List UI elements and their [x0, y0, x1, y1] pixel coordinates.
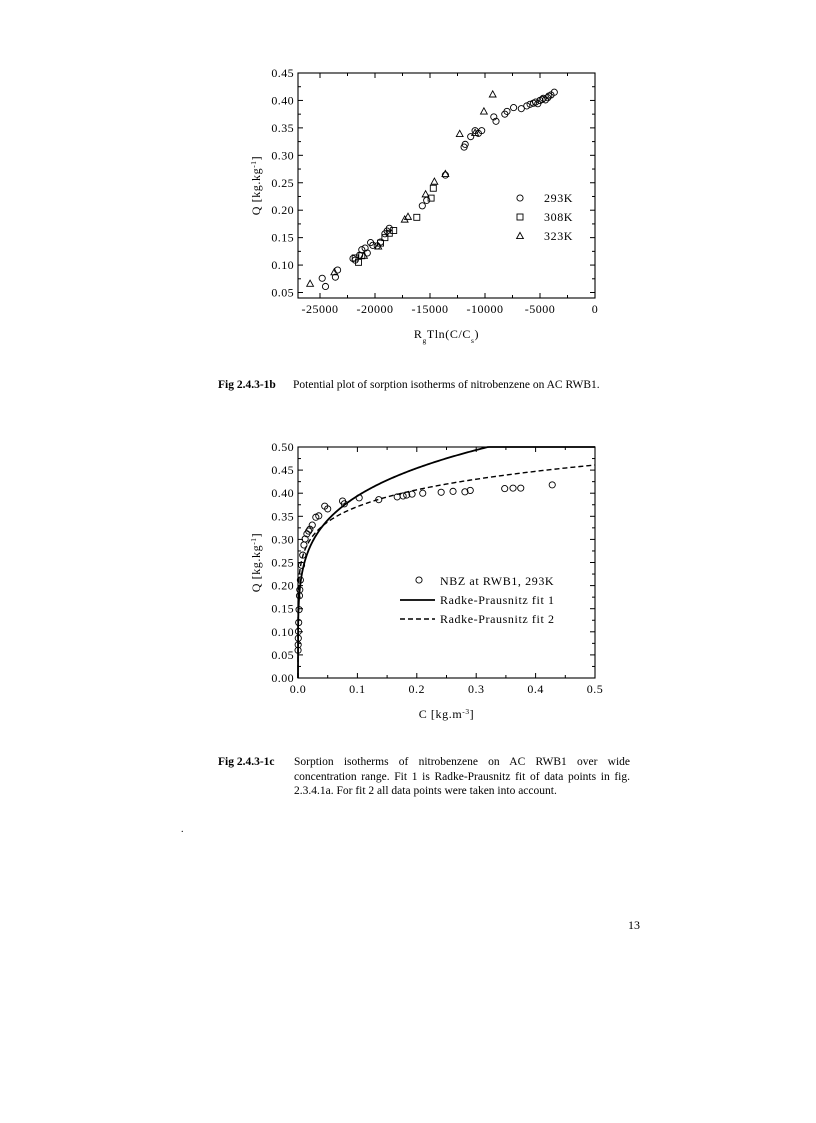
caption-text: Potential plot of sorption isotherms of nitrobenzene on AC RWB1.: [293, 379, 600, 391]
legend-marker-circle: [416, 577, 422, 583]
y-tick-label: 0.10: [271, 258, 294, 273]
y-tick-label: 0.45: [271, 463, 294, 478]
y-tick-label: 0.35: [271, 120, 294, 135]
x-tick-label: 0.0: [289, 682, 307, 696]
x-tick-label: 0: [591, 302, 599, 316]
y-tick-label: 0.25: [271, 555, 294, 570]
y-axis-label: Q $[kg.kg^{-1}]$: [248, 155, 263, 216]
legend-label: 293K: [544, 191, 574, 205]
y-tick-label: 0.40: [271, 486, 294, 501]
y-tick-label: 0.20: [271, 578, 294, 593]
x-tick-label: 0.4: [527, 682, 544, 696]
y-tick-label: 0.25: [271, 175, 294, 190]
y-tick-label: 0.30: [271, 148, 294, 163]
y-tick-label: 0.45: [271, 66, 294, 80]
x-tick-label: -20000: [356, 302, 394, 316]
caption-text: Sorption isotherms of nitrobenzene on AC RWB1 over wide concentration range. Fit 1 is Radke-Prausnitz fit of data points in fig. 2.3.4.1a. For fit 2 all data points were taken into account.: [294, 756, 630, 797]
x-axis-label: $R_gTln(C/C_s)$: [413, 327, 480, 345]
stray-mark: .: [181, 824, 184, 835]
data-point-circle: [518, 485, 524, 491]
x-tick-label: -5000: [524, 302, 556, 316]
data-point-circle: [438, 489, 444, 495]
y-tick-label: 0.50: [271, 440, 294, 454]
legend-label: Radke-Prausnitz fit 2: [440, 612, 555, 626]
data-point-circle: [549, 482, 555, 488]
y-tick-label: 0.00: [271, 671, 294, 685]
y-tick-label: 0.15: [271, 601, 294, 616]
x-axis-label: C $[kg.m^{-3}]$: [418, 706, 475, 721]
y-tick-label: 0.10: [271, 624, 294, 639]
legend: [400, 574, 555, 626]
y-tick-label: 0.15: [271, 230, 294, 245]
legend-label: 323K: [544, 229, 574, 243]
data-point-circle: [450, 488, 456, 494]
data-point-circle: [420, 490, 426, 496]
x-tick-label: -10000: [466, 302, 504, 316]
x-tick-label: 0.5: [586, 682, 604, 696]
y-tick-label: 0.05: [271, 285, 294, 300]
legend-label: Radke-Prausnitz fit 1: [440, 593, 555, 607]
legend-label: NBZ at RWB1, 293K: [440, 574, 555, 588]
legend-label: 308K: [544, 210, 574, 224]
data-point-circle: [502, 485, 508, 491]
x-tick-label: -15000: [411, 302, 449, 316]
y-tick-label: 0.30: [271, 532, 294, 547]
x-tick-label: 0.2: [408, 682, 426, 696]
caption-label: Fig 2.4.3-1c: [218, 756, 275, 768]
series-data-points: [295, 482, 555, 654]
y-tick-label: 0.40: [271, 93, 294, 108]
plot-frame: [298, 447, 595, 678]
x-tick-label: -25000: [301, 302, 339, 316]
x-tick-label: 0.1: [349, 682, 366, 696]
figure-caption-1b: [218, 378, 658, 394]
y-tick-label: 0.05: [271, 647, 294, 662]
y-tick-label: 0.35: [271, 509, 294, 524]
page-number: 13: [628, 918, 640, 932]
data-point-circle: [510, 485, 516, 491]
y-axis-label: Q $[kg.kg^{-1}]$: [248, 532, 263, 593]
caption-label: Fig 2.4.3-1b: [218, 379, 276, 391]
y-tick-label: 0.20: [271, 203, 294, 218]
figure-caption-1c: [218, 755, 638, 825]
fit-2-line: [298, 465, 595, 678]
fit-1-line: [298, 447, 595, 678]
x-tick-label: 0.3: [467, 682, 485, 696]
